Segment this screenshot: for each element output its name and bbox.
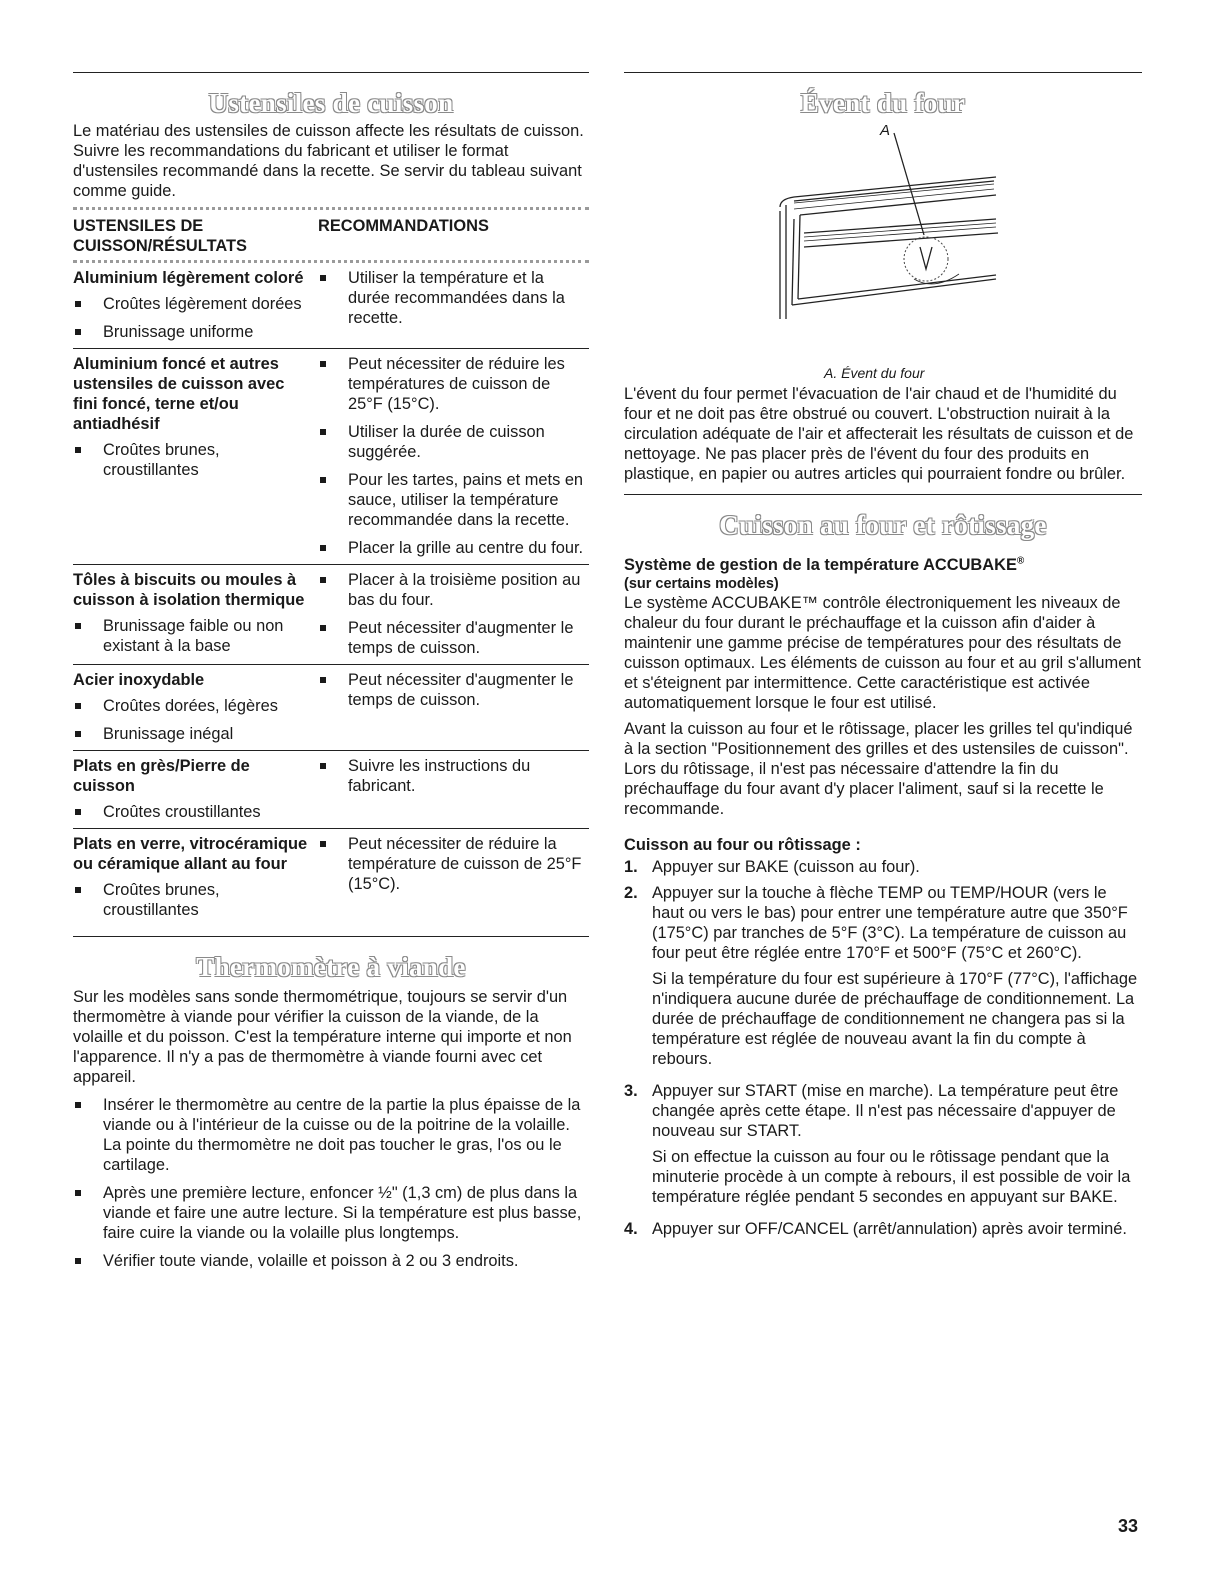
row-title: Tôles à biscuits ou moules à cuisson à isolation thermique [73,571,305,609]
rack-paragraph: Avant la cuisson au four et le rôtissage, placer les grilles tel qu'indiqué à la section "Positionnement des grilles et des ustensiles de cuisson". Lors du rôtissage, il n'est pas nécessaire d'attendre la fin du préchauffage du four avant d'y placer l'aliment, sauf si la recette le recommande. [624,720,1133,818]
row-title: Aluminium foncé et autres ustensiles de cuisson avec fini foncé, terne et/ou antiadhésif [73,355,285,433]
thermometer-bullet: Insérer le thermomètre au centre de la partie la plus épaisse de la viande ou à l'intérieur de la cuisse ou de la poitrine de la volaille. La pointe du thermomètre ne doit pas toucher le gras, l'os ou le cartilage. [73,1095,589,1175]
table-header [73,210,589,260]
list-item [624,857,1142,877]
col1-header-line1: USTENSILES DE [73,217,204,235]
recommendation-bullet: Pour les tartes, pains et mets en sauce, utiliser la température recommandée dans la recette. [318,470,589,530]
step-number: 4. [624,1220,638,1238]
step-text: Si on effectue la cuisson au four ou le rôtissage pendant que la minuterie procède à un compte à rebours, il est possible de voir la température réglée pendant 5 secondes en appuyant sur BAKE. [652,1148,1131,1206]
step-text: Appuyer sur START (mise en marche). La température peut être changée après cette étape. Il n'est pas nécessaire d'appuyer de nouveau sur START. [652,1082,1119,1140]
result-bullet: Brunissage faible ou non existant à la base [73,616,312,656]
accubake-paragraph: Le système ACCUBAKE™ contrôle électroniquement les niveaux de chaleur du four durant le préchauffage et la cuisson afin d'aider à maintenir une gamme précise de températures pour des résultats de cuisson optimaux. Les éléments de cuisson au four et au gril s'allument et s'éteignent par intermittence. Cette caractéristique est activée automatiquement lorsque le four est utilisé. [624,594,1141,712]
recommendation-bullet: Placer à la troisième position au bas du four. [318,570,589,610]
table-row [73,750,589,828]
bake-heading: Cuisson au four et rôtissage [719,510,1047,540]
thermometer-bullet: Après une première lecture, enfoncer ½" (1,3 cm) de plus dans la viande et faire une autre lecture. Si la température est plus basse, faire cuire la viande ou la volaille plus longtemps. [73,1183,589,1243]
step-text: Appuyer sur la touche à flèche TEMP ou TEMP/HOUR (vers le haut ou vers le bas) pour entrer une température autre que 350°F (175°C) par tranches de 5°F (3°C). La température de cuisson au four peut être réglée entre 170°F et 500°F (75°C et 260°C). [652,884,1128,962]
row-title: Acier inoxydable [73,671,205,689]
thermometer-heading: Thermomètre à viande [196,952,466,982]
accubake-title: Système de gestion de la température ACCUBAKE [624,556,1017,574]
page-number: 33 [1118,1516,1139,1536]
oven-vent-figure [624,119,1142,381]
step-text: Appuyer sur OFF/CANCEL (arrêt/annulation) après avoir terminé. [652,1220,1127,1238]
vent-heading: Évent du four [800,88,966,118]
table-row [73,564,589,664]
thermometer-intro: Sur les modèles sans sonde thermométrique, toujours se servir d'un thermomètre à viande pour vérifier la cuisson de la viande, de la volaille et du poisson. C'est la température interne qui importe et non l'apparence. Il n'y a pas de thermomètre à viande fourni avec cet appareil. [73,988,572,1086]
utensils-table [73,263,589,926]
step-text: Si la température du four est supérieure à 170°F (77°C), l'affichage n'indiquera aucune durée de préchauffage de conditionnement. La durée de préchauffage de conditionnement ne changera pas si la température est réglée de nouveau avant la fin du compte à rebours. [652,970,1138,1068]
list-item [624,883,1142,1069]
table-row [73,348,589,564]
result-bullet: Croûtes brunes, croustillantes [73,440,312,480]
col2-header: RECOMMANDATIONS [318,217,489,235]
right-column [624,72,1142,1239]
accubake-note: (sur certains modèles) [624,576,779,592]
list-item [624,1081,1142,1207]
section-rule [624,72,1142,73]
thermometer-bullet: Vérifier toute viande, volaille et poisson à 2 ou 3 endroits. [73,1251,589,1271]
utensils-intro: Le matériau des ustensiles de cuisson affecte les résultats de cuisson. Suivre les recommandations du fabricant et utiliser le format d'ustensiles recommandé dans la recette. Se servir du tableau suivant comme guide. [73,122,584,200]
result-bullet: Brunissage inégal [73,724,312,744]
list-item [624,1219,1142,1239]
step-number: 1. [624,858,638,876]
result-bullet: Croûtes légèrement dorées [73,294,312,314]
row-title: Plats en grès/Pierre de cuisson [73,757,250,795]
table-row [73,828,589,926]
result-bullet: Croûtes dorées, légères [73,696,312,716]
recommendation-bullet: Suivre les instructions du fabricant. [318,756,589,796]
row-title: Plats en verre, vitrocéramique ou céramique allant au four [73,835,308,873]
recommendation-bullet: Utiliser la température et la durée recommandées dans la recette. [318,268,589,328]
figure-caption: A. Évent du four [824,365,925,381]
step-number: 2. [624,884,638,902]
recommendation-bullet: Peut nécessiter de réduire la température de cuisson de 25°F (15°C). [318,834,589,894]
vent-body: L'évent du four permet l'évacuation de l'air chaud et de l'humidité du four et ne doit pas être obstrué ou couvert. L'obstruction nuirait à la circulation adéquate de l'air et affecterait les résultats de cuisson et de nettoyage. Ne pas placer près de l'évent du four des produits en plastique, en papier ou autres articles qui pourraient fondre ou brûler. [624,385,1134,483]
utensils-heading: Ustensiles de cuisson [208,88,454,118]
step-text: Appuyer sur BAKE (cuisson au four). [652,858,920,876]
accubake-subheading [624,555,1142,575]
recommendation-bullet: Utiliser la durée de cuisson suggérée. [318,422,589,462]
table-row [73,664,589,750]
recommendation-bullet: Placer la grille au centre du four. [318,538,589,558]
table-row [73,263,589,348]
figure-label-a: A [880,122,891,139]
step-number: 3. [624,1082,638,1100]
oven-vent-illustration [624,119,1142,319]
steps-list [624,857,1142,1239]
section-rule [73,936,589,937]
result-bullet: Brunissage uniforme [73,322,312,342]
steps-title: Cuisson au four ou rôtissage : [624,836,861,854]
recommendation-bullet: Peut nécessiter d'augmenter le temps de cuisson. [318,670,589,710]
row-title: Aluminium légèrement coloré [73,269,304,287]
left-column [73,72,589,1271]
recommendation-bullet: Peut nécessiter d'augmenter le temps de cuisson. [318,618,589,658]
registered-mark: ® [1016,555,1025,567]
section-rule [624,494,1142,495]
recommendation-bullet: Peut nécessiter de réduire les températures de cuisson de 25°F (15°C). [318,354,589,414]
section-rule [73,72,589,73]
result-bullet: Croûtes brunes, croustillantes [73,880,312,920]
result-bullet: Croûtes croustillantes [73,802,312,822]
col1-header-line2: CUISSON/RÉSULTATS [73,237,247,255]
